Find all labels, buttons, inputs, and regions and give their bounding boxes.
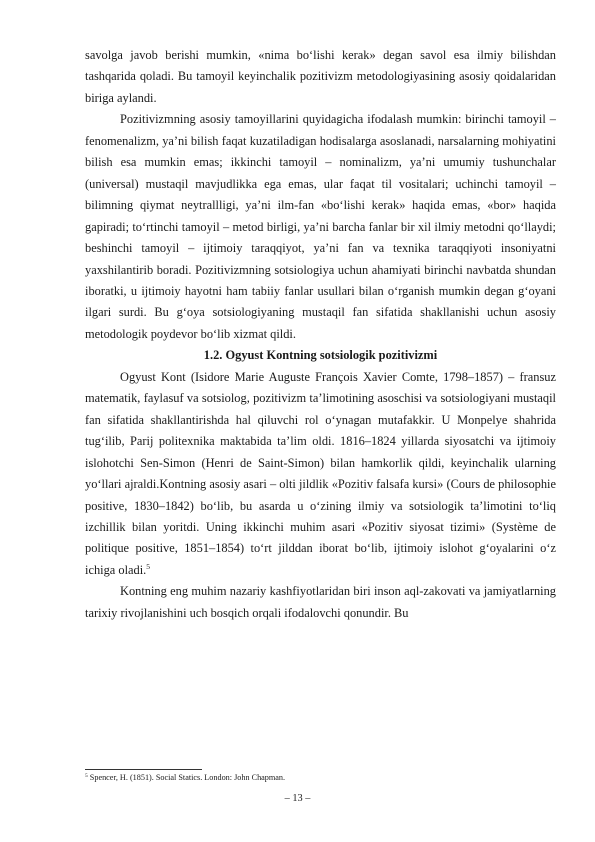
footnote-divider <box>85 769 202 770</box>
footnote-reference[interactable]: 5 <box>146 561 150 571</box>
footnote-number: 5 <box>85 773 88 779</box>
paragraph-3 <box>85 367 556 582</box>
paragraph-1: savolga javob berishi mumkin, «nima bo‘lishi kerak» degan savol esa ilmiy bilishdan tashqarida qoladi. Bu tamoyil keyinchalik pozitivizm metodologiyasining asosiy qoidalaridan biriga aylandi. <box>85 48 556 105</box>
paragraph-3-text: Ogyust Kont (Isidore Marie Auguste François Xavier Comte, 1798–1857) – fransuz matematik, faylasuf va sotsiolog, pozitivizm ta’limotining asoschisi va sotsiologiyani mustaqil fan sifatida shakllantirishda hal qiluvchi rol o‘ynagan mutafakkir. U Monpelye shahrida tug‘ilib, Parij politexnika maktabida ta’lim oldi. 1816–1824 yillarda siyosatchi va ijtimoiy islohotchi Sen-Simon (Henri de Saint-Simon) bilan hamkorlik qildi, keyinchalik ularning yo‘llari ajraldi.Kontning asosiy asari – olti jildlik «Pozitiv falsafa kursi» (Cours de philosophie positive, 1830–1842) bo‘lib, bu asarda u o‘zining ilmiy va sotsiologik ta’limotini to‘liq izchillik bilan yoritdi. Uning ikkinchi muhim asari «Pozitiv siyosat tizimi» (Système de politique positive, 1851–1854) to‘rt jilddan iborat bo‘lib, ijtimoiy islohot g‘oyalarini o‘z ichiga oladi. <box>85 369 556 577</box>
footnote <box>85 772 556 783</box>
paragraph-2: Pozitivizmning asosiy tamoyillarini quyidagicha ifodalash mumkin: birinchi tamoyil – fenomenalizm, ya’ni bilish faqat kuzatiladigan hodisalarga asoslanadi, narsalarning mohiyatini bilish esa mumkin emas; ikkinchi tamoyil – nominalizm, ya’ni umumiy tushunchalar (universal) mustaqil mavjudlikka ega emas, ular faqat til vositalari; uchinchi tamoyil – bilimning qiymat neytrallligi, ya’ni ilm-fan «bo‘lishi kerak» haqida emas, «bor» haqida gapiradi; to‘rtinchi tamoyil – metod birligi, ya’ni barcha fanlar bir xil ilmiy metodni qo‘llaydi; beshinchi tamoyil – ijtimoiy taraqqiyot, ya’ni fan va texnika taraqqiyoti insoniyatni yaxshilantirib boradi. Pozitivizmning sotsiologiya uchun ahamiyati birinchi navbatda shundan iboratki, u ijtimoiy hayotni ham tabiiy fanlar usullari bilan o‘rganish mumkin degan g‘oyani ilgari surdi. Bu g‘oya sotsiologiyaning mustaqil fan sifatida shakllanishi uchun asosiy metodologik poydevor bo‘lib xizmat qildi. <box>85 112 556 341</box>
paragraph-4: Kontning eng muhim nazariy kashfiyotlaridan biri inson aql-zakovati va jamiyatlarning tarixiy rivojlanishini uch bosqich orqali ifodalovchi qonundir. Bu <box>85 584 556 620</box>
section-heading: 1.2. Ogyust Kontning sotsiologik pozitivizmi <box>203 348 438 363</box>
page-body <box>85 45 556 624</box>
page-number: – 13 – <box>284 793 311 804</box>
footnote-text: Spencer, H. (1851). Social Statics. London: John Chapman. <box>89 773 286 782</box>
